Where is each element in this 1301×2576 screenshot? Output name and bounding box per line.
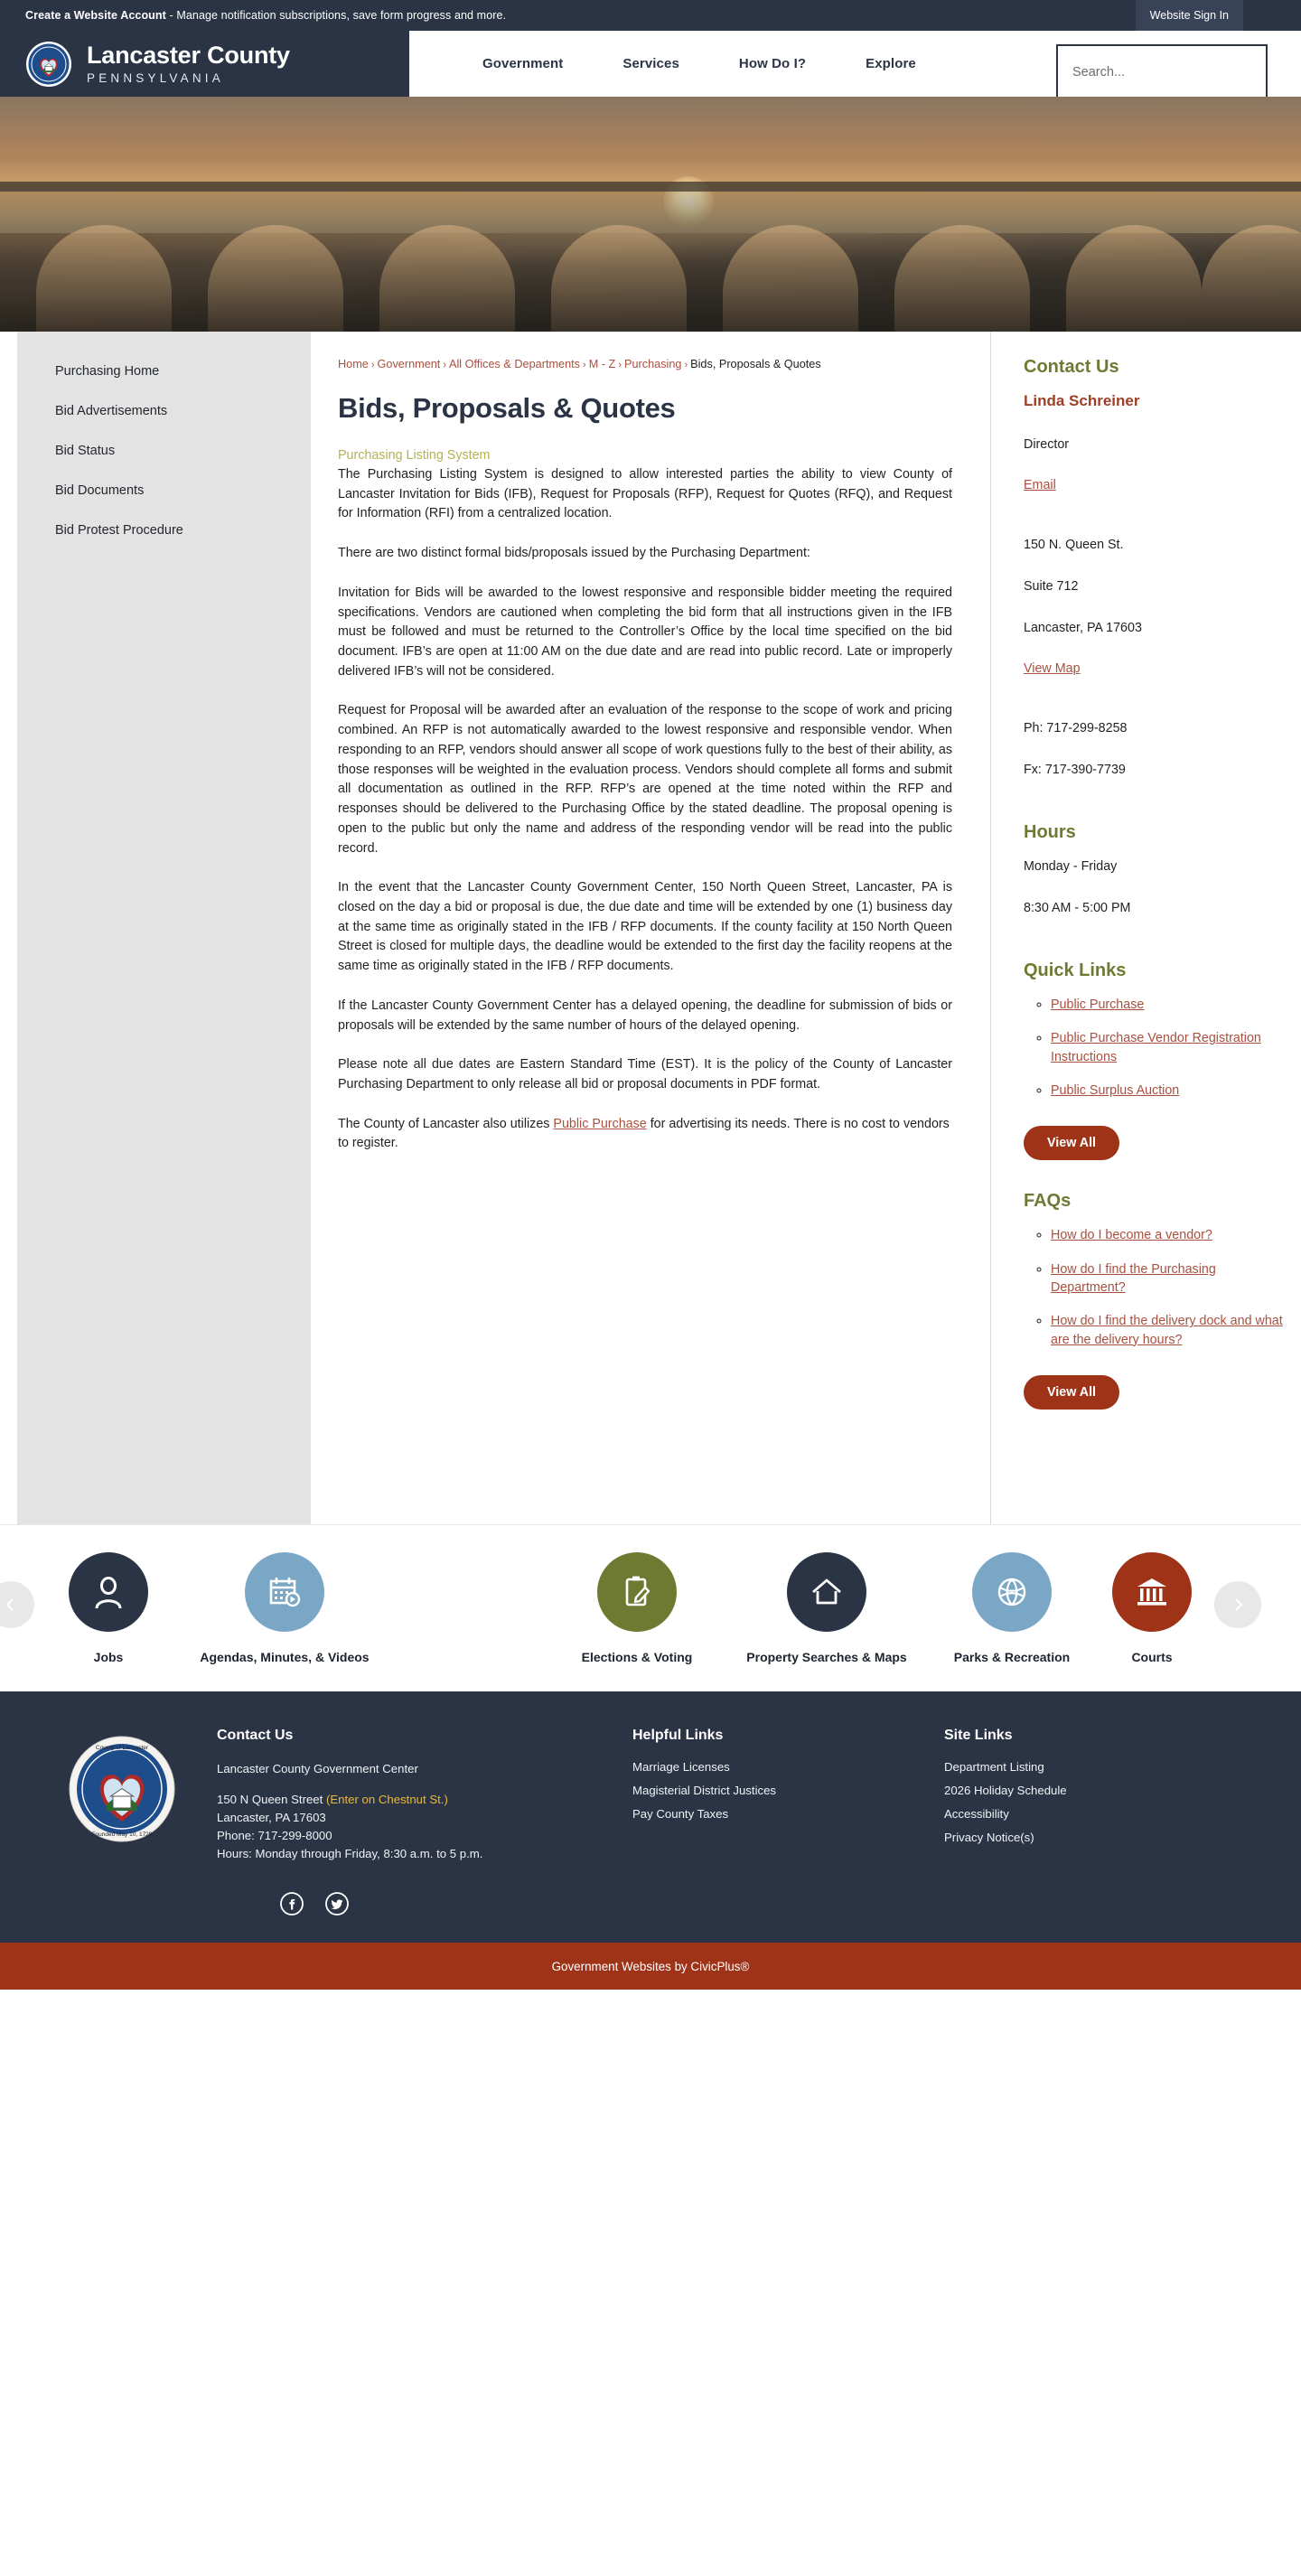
footer-street: 150 N Queen Street: [217, 1793, 326, 1807]
paragraph-closure: In the event that the Lancaster County Government Center, 150 North Queen Street, Lancaster, PA is closed on the day a bid or proposal is due, the due date and time will be extended by one (1) business day at the same time as originally stated in the IFB / RFP documents. If the county facility at 150 North Queen Street is closed for multiple days, the deadline would be extended to the first day the facility reopens at the same time as originally stated in the IFB / RFP documents.: [338, 880, 952, 974]
spacer: [1024, 516, 1284, 536]
nav-item-how-do-i[interactable]: How Do I?: [738, 56, 807, 71]
footer-street-address: [217, 1791, 632, 1809]
faq-find-purchasing-department[interactable]: How do I find the Purchasing Department?: [1051, 1261, 1216, 1295]
brand-title: Lancaster County: [87, 41, 290, 69]
footer-link-privacy-notices[interactable]: Privacy Notice(s): [944, 1831, 1034, 1844]
faq-delivery-dock-hours[interactable]: How do I find the delivery dock and what are the delivery hours?: [1051, 1314, 1283, 1347]
hero-banner-image: [0, 97, 1301, 332]
website-sign-in-button[interactable]: Website Sign In: [1136, 0, 1243, 31]
quick-link-public-purchase[interactable]: Public Purchase: [1051, 998, 1145, 1013]
footer-entrance-note: (Enter on Chestnut St.): [325, 1793, 448, 1807]
footer-contact-heading: Contact Us: [217, 1728, 294, 1743]
paragraph-est-pdf: Please note all due dates are Eastern Standard Time (EST). It is the policy of the County of Lancaster Purchasing Department to only release all bid or proposal documents in PDF format.: [338, 1057, 952, 1091]
quick-access-label: Property Searches & Maps: [746, 1650, 907, 1664]
quick-links-view-all-button[interactable]: View All: [1024, 1126, 1119, 1160]
contact-person-title: Director: [1024, 437, 1070, 452]
paragraph-delayed-opening: If the Lancaster County Government Center has a delayed opening, the deadline for submission of bids or proposals will be extended by the same number of hours of the delayed opening.: [338, 998, 952, 1033]
site-header: [0, 31, 1301, 97]
faqs-view-all-button[interactable]: View All: [1024, 1375, 1119, 1410]
breadcrumb-government[interactable]: Government: [377, 358, 441, 370]
paragraph-two-types: There are two distinct formal bids/proposals issued by the Purchasing Department:: [338, 546, 810, 561]
list-item: [1051, 1312, 1284, 1349]
nav-item-government[interactable]: Government: [482, 56, 564, 71]
quick-access-agendas[interactable]: [181, 1552, 388, 1664]
footer-link-marriage-licenses[interactable]: Marriage Licenses: [632, 1760, 730, 1774]
quick-access-elections[interactable]: [547, 1552, 727, 1664]
carousel-prev-button[interactable]: [0, 1581, 34, 1628]
paragraph-public-purchase: [338, 1115, 952, 1154]
county-seal-icon: [25, 41, 72, 88]
facebook-icon[interactable]: [280, 1892, 304, 1916]
sidebar-item-bid-protest-procedure[interactable]: Bid Protest Procedure: [55, 523, 183, 538]
create-account-link[interactable]: Create a Website Account: [25, 9, 166, 22]
nav-item-explore[interactable]: Explore: [866, 56, 916, 71]
calendar-icon: [245, 1552, 324, 1632]
breadcrumb-sep: ›: [618, 360, 622, 370]
main-content: [311, 332, 990, 1524]
quick-link-surplus-auction[interactable]: Public Surplus Auction: [1051, 1083, 1180, 1099]
faq-become-a-vendor[interactable]: How do I become a vendor?: [1051, 1228, 1212, 1243]
spacer: [1024, 941, 1284, 960]
contact-fax: Fx: 717-390-7739: [1024, 763, 1126, 778]
paragraph-rfp: Request for Proposal will be awarded after an evaluation of the response to the scope of work and pricing combined. An RFP is not automatically awarded to the lowest responsive and responsible vendor. When responding to an RFP, vendors should answer all scope of work questions fully to the best of their ability, as those responses will be weighted in the evaluation process. Vendors should complete all forms and submit all documentation as outlined in the RFP. RFP’s are opened at the time noted within the RFP and responses should be delivered to the Purchasing Office by the stated deadline. The proposal opening is open to the public but only the name and address of the responding vendor will be read into the public record.: [338, 703, 952, 856]
list-item: [1051, 1029, 1284, 1066]
search-input[interactable]: [1056, 44, 1268, 100]
contact-phone: Ph: 717-299-8258: [1024, 721, 1128, 736]
public-purchase-pre: The County of Lancaster also utilizes: [338, 1116, 554, 1131]
quick-access-label: Parks & Recreation: [953, 1650, 1071, 1664]
purchasing-listing-system-link[interactable]: Purchasing Listing System: [338, 448, 491, 463]
create-account-tagline: - Manage notification subscriptions, save form progress and more.: [165, 9, 507, 22]
footer-helpful-links-column: [632, 1728, 944, 1863]
quick-access-label: Agendas, Minutes, & Videos: [200, 1650, 370, 1664]
public-purchase-link[interactable]: Public Purchase: [553, 1116, 647, 1131]
quick-access-label: Jobs: [93, 1650, 124, 1664]
contact-person-name[interactable]: Linda Schreiner: [1024, 392, 1140, 409]
chevron-right-icon: [1231, 1597, 1245, 1612]
breadcrumb-home[interactable]: Home: [338, 358, 369, 370]
courthouse-icon: [1112, 1552, 1192, 1632]
public-purchase-post: for advertising its needs. There is no cost to vendors to register.: [338, 1116, 950, 1151]
footer-city-state-zip: Lancaster, PA 17603: [217, 1811, 326, 1825]
svg-text:County of Lancaster: County of Lancaster: [95, 1745, 149, 1751]
create-account-text: [0, 9, 506, 22]
clipboard-pencil-icon: [597, 1552, 677, 1632]
ball-icon: [972, 1552, 1052, 1632]
breadcrumb-sep: ›: [443, 360, 446, 370]
footer-social-links: [0, 1863, 1301, 1916]
contact-address-line3: Lancaster, PA 17603: [1024, 621, 1142, 636]
utility-topbar: [0, 0, 1301, 31]
quick-access-jobs[interactable]: [36, 1552, 181, 1664]
breadcrumb-sep: ›: [370, 360, 375, 370]
copyright-text[interactable]: Government Websites by CivicPlus®: [551, 1959, 750, 1973]
list-item: [1051, 1082, 1284, 1100]
search-placeholder: Search...: [1072, 65, 1126, 80]
breadcrumb: [338, 358, 952, 370]
brand-subtitle: PENNSYLVANIA: [87, 70, 224, 85]
footer-link-magisterial-district-justices[interactable]: Magisterial District Justices: [632, 1784, 777, 1797]
faqs-list: [1024, 1226, 1284, 1348]
page-title: Bids, Proposals & Quotes: [338, 392, 676, 424]
hours-time: 8:30 AM - 5:00 PM: [1024, 901, 1131, 916]
footer-link-accessibility[interactable]: Accessibility: [944, 1807, 1009, 1821]
nav-item-services[interactable]: Services: [622, 56, 679, 71]
footer-link-pay-county-taxes[interactable]: Pay County Taxes: [632, 1807, 729, 1821]
house-icon: [787, 1552, 866, 1632]
contact-email-link[interactable]: Email: [1024, 478, 1056, 493]
copyright-bar: [0, 1943, 1301, 1990]
quick-link-vendor-registration[interactable]: Public Purchase Vendor Registration Instructions: [1051, 1031, 1261, 1064]
quick-access-courts[interactable]: [1098, 1552, 1206, 1664]
spacer: [1024, 802, 1284, 822]
hours-days: Monday - Friday: [1024, 859, 1118, 875]
twitter-icon[interactable]: [325, 1892, 349, 1916]
footer-contact-center-name: Lancaster County Government Center: [217, 1762, 418, 1775]
footer-phone: Phone: 717-299-8000: [217, 1829, 332, 1843]
quick-access-property-searches[interactable]: [727, 1552, 926, 1664]
footer-link-holiday-schedule[interactable]: 2026 Holiday Schedule: [944, 1784, 1067, 1797]
site-logo-brand[interactable]: [0, 31, 409, 97]
site-footer: [0, 1691, 1301, 1943]
breadcrumb-purchasing[interactable]: Purchasing: [623, 358, 682, 370]
person-icon: [69, 1552, 148, 1632]
quick-access-carousel: [0, 1524, 1301, 1691]
breadcrumb-sep: ›: [684, 360, 688, 370]
quick-links-heading: Quick Links: [1024, 960, 1127, 981]
section-sidebar-nav: [17, 332, 311, 1524]
list-item: [1051, 1226, 1284, 1244]
faqs-heading: FAQs: [1024, 1191, 1072, 1212]
svg-text:Founded May 10, 1729: Founded May 10, 1729: [91, 1831, 153, 1838]
view-map-link[interactable]: View Map: [1024, 661, 1081, 677]
breadcrumb-all-offices[interactable]: All Offices & Departments: [449, 358, 581, 370]
spacer: [1024, 699, 1284, 719]
footer-site-links-column: [944, 1728, 1256, 1863]
quick-access-label: Courts: [1131, 1650, 1173, 1664]
paragraph-ifb: Invitation for Bids will be awarded to the lowest responsive and responsible bidder meeting the required specifications. Vendors are cautioned when completing the bid form that all instructions given in the IFB must be followed and must be returned to the Controller’s Office by the local time specified on the bid document. IFB’s are open at 11:00 AM on the due date and are read into public record. Late or improperly delivered IFB’s will not be considered.: [338, 585, 952, 679]
page-body: [0, 332, 1301, 1524]
sidebar-item-bid-status[interactable]: Bid Status: [55, 444, 116, 458]
hours-heading: Hours: [1024, 822, 1076, 843]
breadcrumb-sep: ›: [583, 360, 586, 370]
carousel-next-button[interactable]: [1214, 1581, 1261, 1628]
footer-link-department-listing[interactable]: Department Listing: [944, 1760, 1044, 1774]
breadcrumb-m-z[interactable]: M - Z: [588, 358, 616, 370]
contact-us-heading: Contact Us: [1024, 357, 1119, 377]
paragraph-intro: The Purchasing Listing System is designed to allow interested parties the ability to view County of Lancaster Invitation for Bids (IFB), Request for Proposals (RFP), Request for Quotes (RFQ), and Request for Information (RFI) from a centralized location.: [338, 467, 952, 521]
sidebar-item-purchasing-home[interactable]: Purchasing Home: [55, 364, 160, 379]
quick-access-parks[interactable]: [926, 1552, 1098, 1664]
breadcrumb-current: Bids, Proposals & Quotes: [690, 358, 821, 370]
sidebar-item-bid-documents[interactable]: Bid Documents: [55, 483, 145, 498]
list-item: [1051, 996, 1284, 1014]
footer-hours: Hours: Monday through Friday, 8:30 a.m. to 5 p.m.: [217, 1847, 483, 1861]
contact-address-line1: 150 N. Queen St.: [1024, 538, 1124, 553]
quick-links-list: [1024, 996, 1284, 1100]
contact-address-line2: Suite 712: [1024, 579, 1079, 595]
quick-access-label: Elections & Voting: [581, 1650, 693, 1664]
hero-bridge-silhouette: [0, 182, 1301, 332]
chevron-left-icon: [4, 1597, 18, 1612]
sidebar-item-bid-advertisements[interactable]: Bid Advertisements: [55, 404, 168, 418]
footer-contact-column: [217, 1728, 632, 1863]
right-sidebar: [990, 332, 1284, 1524]
footer-county-seal-icon: [27, 1728, 217, 1863]
footer-site-heading: Site Links: [944, 1728, 1013, 1743]
footer-helpful-heading: Helpful Links: [632, 1728, 724, 1743]
list-item: [1051, 1260, 1284, 1297]
